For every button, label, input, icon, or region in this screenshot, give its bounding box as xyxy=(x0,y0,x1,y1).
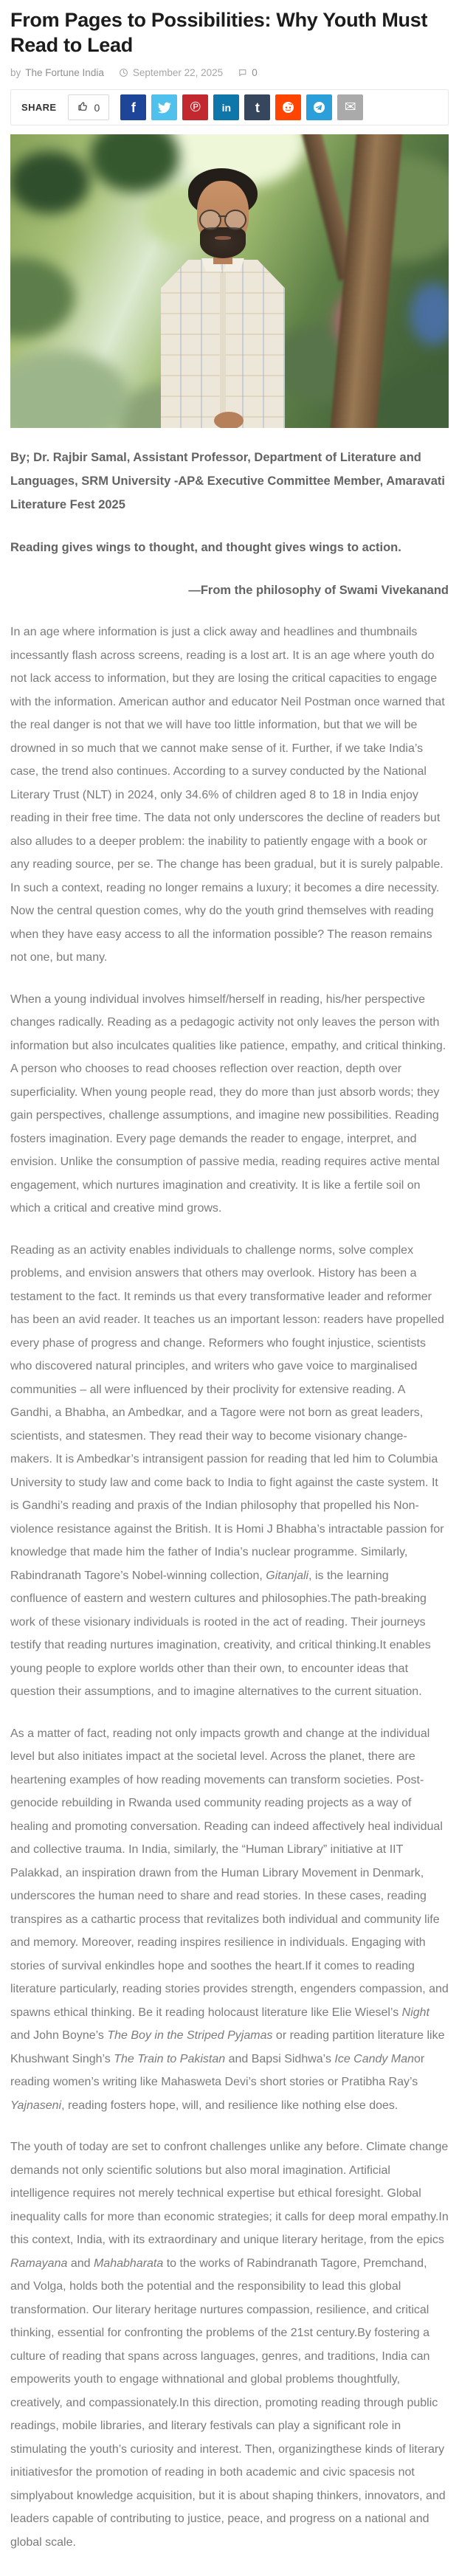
linkedin-icon: in xyxy=(221,101,232,114)
post-date: September 22, 2025 xyxy=(132,67,224,78)
article-paragraph: Reading as an activity enables individuals to challenge norms, solve complex problems, and envision answers that others may overlook. History has been a testament to the fact. It reminds us that every transformative leader and reformer has been an avid reader. It teaches us an important lesson: readers have propelled every phase of progress and change. Reformers who fought injustice, scientists who discovered natural principles, and writers who gave voice to marginalised communities – all were influenced by their proclivity for extensive reading. A Gandhi, a Bhabha, an Ambedkar, and a Tagore were not born as great leaders, scientists, and statesmen. They read their way to become visionary change-makers. It is Ambedkar’s intransigent passion for reading that led him to Columbia University to study law and come back to India to fight against the caste system. It is Gandhi’s reading and praxis of the Indian philosophy that propelled his Non-violence resistance against the British. It is Homi J Bhabha’s intractable passion for knowledge that made him the father of India’s nuclear programme. Similarly, Rabindranath Tagore’s Nobel-winning collection, Gitanjali, is the learning confluence of eastern and western cultures and philosophies.The path-breaking work of these visionary individuals is rooted in the act of reading. Their journeys testify that reading nurtures imagination, creativity, and critical thinking.It enables young people to explore worlds other than their own, to encounter ideas that question their assumptions, and to imagine alternatives to the current situation. xyxy=(10,1243,444,1698)
facebook-share-button[interactable] xyxy=(120,94,146,120)
twitter-icon xyxy=(158,101,171,114)
like-button[interactable] xyxy=(68,94,110,120)
person-glasses xyxy=(194,210,252,230)
thumbs-up-icon xyxy=(77,100,89,114)
comment-count-link[interactable]: 0 xyxy=(252,67,258,78)
article-paragraph: The youth of today are set to confront challenges unlike any before. Climate change demands not only scientific solutions but also moral imagination. Artificial intelligence requires not merely technical expertise but ethical foresight. Global inequality calls for more than economic strategies; it calls for deep moral empathy.In this context, India, with its extraordinary and unique literary heritage, from the epics Ramayana and Mahabharata to the works of Rabindranath Tagore, Premchand, and Volga, holds both the potential and the responsibility to lead this global transformation. Our literary heritage nurtures compassion, resilience, and critical thinking, essential for confronting the problems of the 21st century.By fostering a culture of reading that spans across languages, genres, and traditions, India can empowerits youth to engage withnational and global problems thoughtfully, creatively, and compassionately.In this direction, promoting reading through public readings, mobile libraries, and literary festivals can play a significant role in stimulating the youth’s curiosity and interest. Then, organizingthese kinds of literary initiativesfor the promotion of reading in both academic and civic spacesis not simplyabout knowledge acquisition, but it is about shaping thinkers, innovators, and leaders capable of contributing to justice, peace, and progress on a national and global scale. xyxy=(10,2141,449,2549)
facebook-icon: f xyxy=(131,100,136,115)
pinterest-icon: ℗ xyxy=(190,100,201,115)
person-beard xyxy=(200,227,246,258)
byline-prefix: by xyxy=(10,67,21,78)
clock-icon xyxy=(119,68,128,77)
like-count: 0 xyxy=(94,101,100,114)
person-mouth xyxy=(215,236,231,240)
person-hand xyxy=(214,412,244,428)
reddit-icon xyxy=(281,100,295,114)
share-bar xyxy=(10,89,449,125)
twitter-share-button[interactable] xyxy=(151,94,177,120)
linkedin-share-button[interactable] xyxy=(213,94,239,120)
pinterest-share-button[interactable] xyxy=(182,94,208,120)
share-buttons xyxy=(120,94,363,120)
article-paragraph: In an age where information is just a click away and headlines and thumbnails incessantly flash across screens, reading is a lost art. It is an age where youth do not lack access to information, but they are losing the critical capacities to engage with the information. American author and educator Neil Postman once warned that the real danger is not that we will have too little information, but that we will be drowned in so much that we cannot make sense of it. Further, if we take India’s case, the trend also continues. According to a survey conducted by the National Literary Trust (NLT) in 2024, only 34.6% of children aged 8 to 18 in India enjoy reading in their free time. The data not only underscores the decline of readers but also alludes to a deeper problem: the inability to patiently engage with a book or any reading source, per se. The change has been gradual, but it is surely palpable. In such a context, reading no longer remains a luxury; it becomes a dire necessity. Now the central question comes, why do the youth grind themselves with reading when they have easy access to all the information possible? The reason remains not one, but many. xyxy=(10,626,445,964)
telegram-icon xyxy=(312,100,326,114)
email-share-button[interactable] xyxy=(337,94,363,120)
article-body xyxy=(10,621,449,2554)
quote-attribution: —From the philosophy of Swami Vivekanand xyxy=(188,584,449,597)
byline xyxy=(10,67,449,78)
telegram-share-button[interactable] xyxy=(306,94,332,120)
reddit-share-button[interactable] xyxy=(275,94,301,120)
byline-author-link[interactable]: The Fortune India xyxy=(25,67,104,78)
lead-quote: Reading gives wings to thought, and thought gives wings to action. xyxy=(10,541,401,554)
page-title: From Pages to Possibilities: Why Youth Must Read to Lead xyxy=(10,9,428,56)
article-paragraph: When a young individual involves himself/herself in reading, his/her perspective changes radically. Reading as a pedagogic activity not only leaves the person with information but also inculcates qualities like patience, empathy, and critical thinking. A person who chooses to read chooses reflection over reaction, depth over superficiality. When young people read, they do more than just absorb words; they gain perspectives, challenge assumptions, and imagine new possibilities. Reading fosters imagination. Every page demands the reader to engage, interpret, and envision. Unlike the consumption of passive media, reading requires active mental engagement, which nurtures imagination and creativity. It is like a fertile soil on which a critical and creative mind grows. xyxy=(10,992,446,1215)
tumblr-share-button[interactable] xyxy=(244,94,270,120)
shirt-placket xyxy=(220,273,226,421)
email-icon: ✉ xyxy=(344,100,356,115)
article-featured-image xyxy=(10,134,449,428)
share-label: SHARE xyxy=(21,102,57,113)
tumblr-icon: t xyxy=(255,100,260,115)
portrait-person xyxy=(112,168,334,428)
image-caption: By; Dr. Rajbir Samal, Assistant Professor, Department of Literature and Languages, SRM University -AP& Executive Committee Member, Amaravati Literature Fest 2025 xyxy=(10,451,445,511)
article-paragraph: As a matter of fact, reading not only impacts growth and change at the individual level but also initiates impact at the societal level. Across the planet, there are heartening examples of how reading movements can transform societies. Post-genocide rebuilding in Rwanda used community reading projects as a way of healing and promoting conversation. Reading can indeed affectively heal individual and collective trauma. In India, similarly, the “Human Library” initiative at IIT Palakkad, an inspiration drawn from the Human Library Movement in Denmark, underscores the human need to share and read stories. In these cases, reading transpires as a cathartic process that revitalizes both individual and community life and memory. Moreover, reading inspires resilience in individuals. Engaging with stories of survival enkindles hope and soothes the heart.If it comes to reading literature particularly, reading stories provides strength, engenders compassion, and spawns ethical thinking. Be it reading holocaust literature like Elie Wiesel’s Night and John Boyne’s The Boy in the Striped Pyjamas or reading partition literature like Khushwant Singh’s The Train to Pakistan and Bapsi Sidhwa’s Ice Candy Manor reading women’s writing like Mahasweta Devi’s short stories or Pratibha Ray’s Yajnaseni, reading fosters hope, will, and resilience like nothing else does. xyxy=(10,1727,449,2112)
comment-icon xyxy=(238,68,247,77)
